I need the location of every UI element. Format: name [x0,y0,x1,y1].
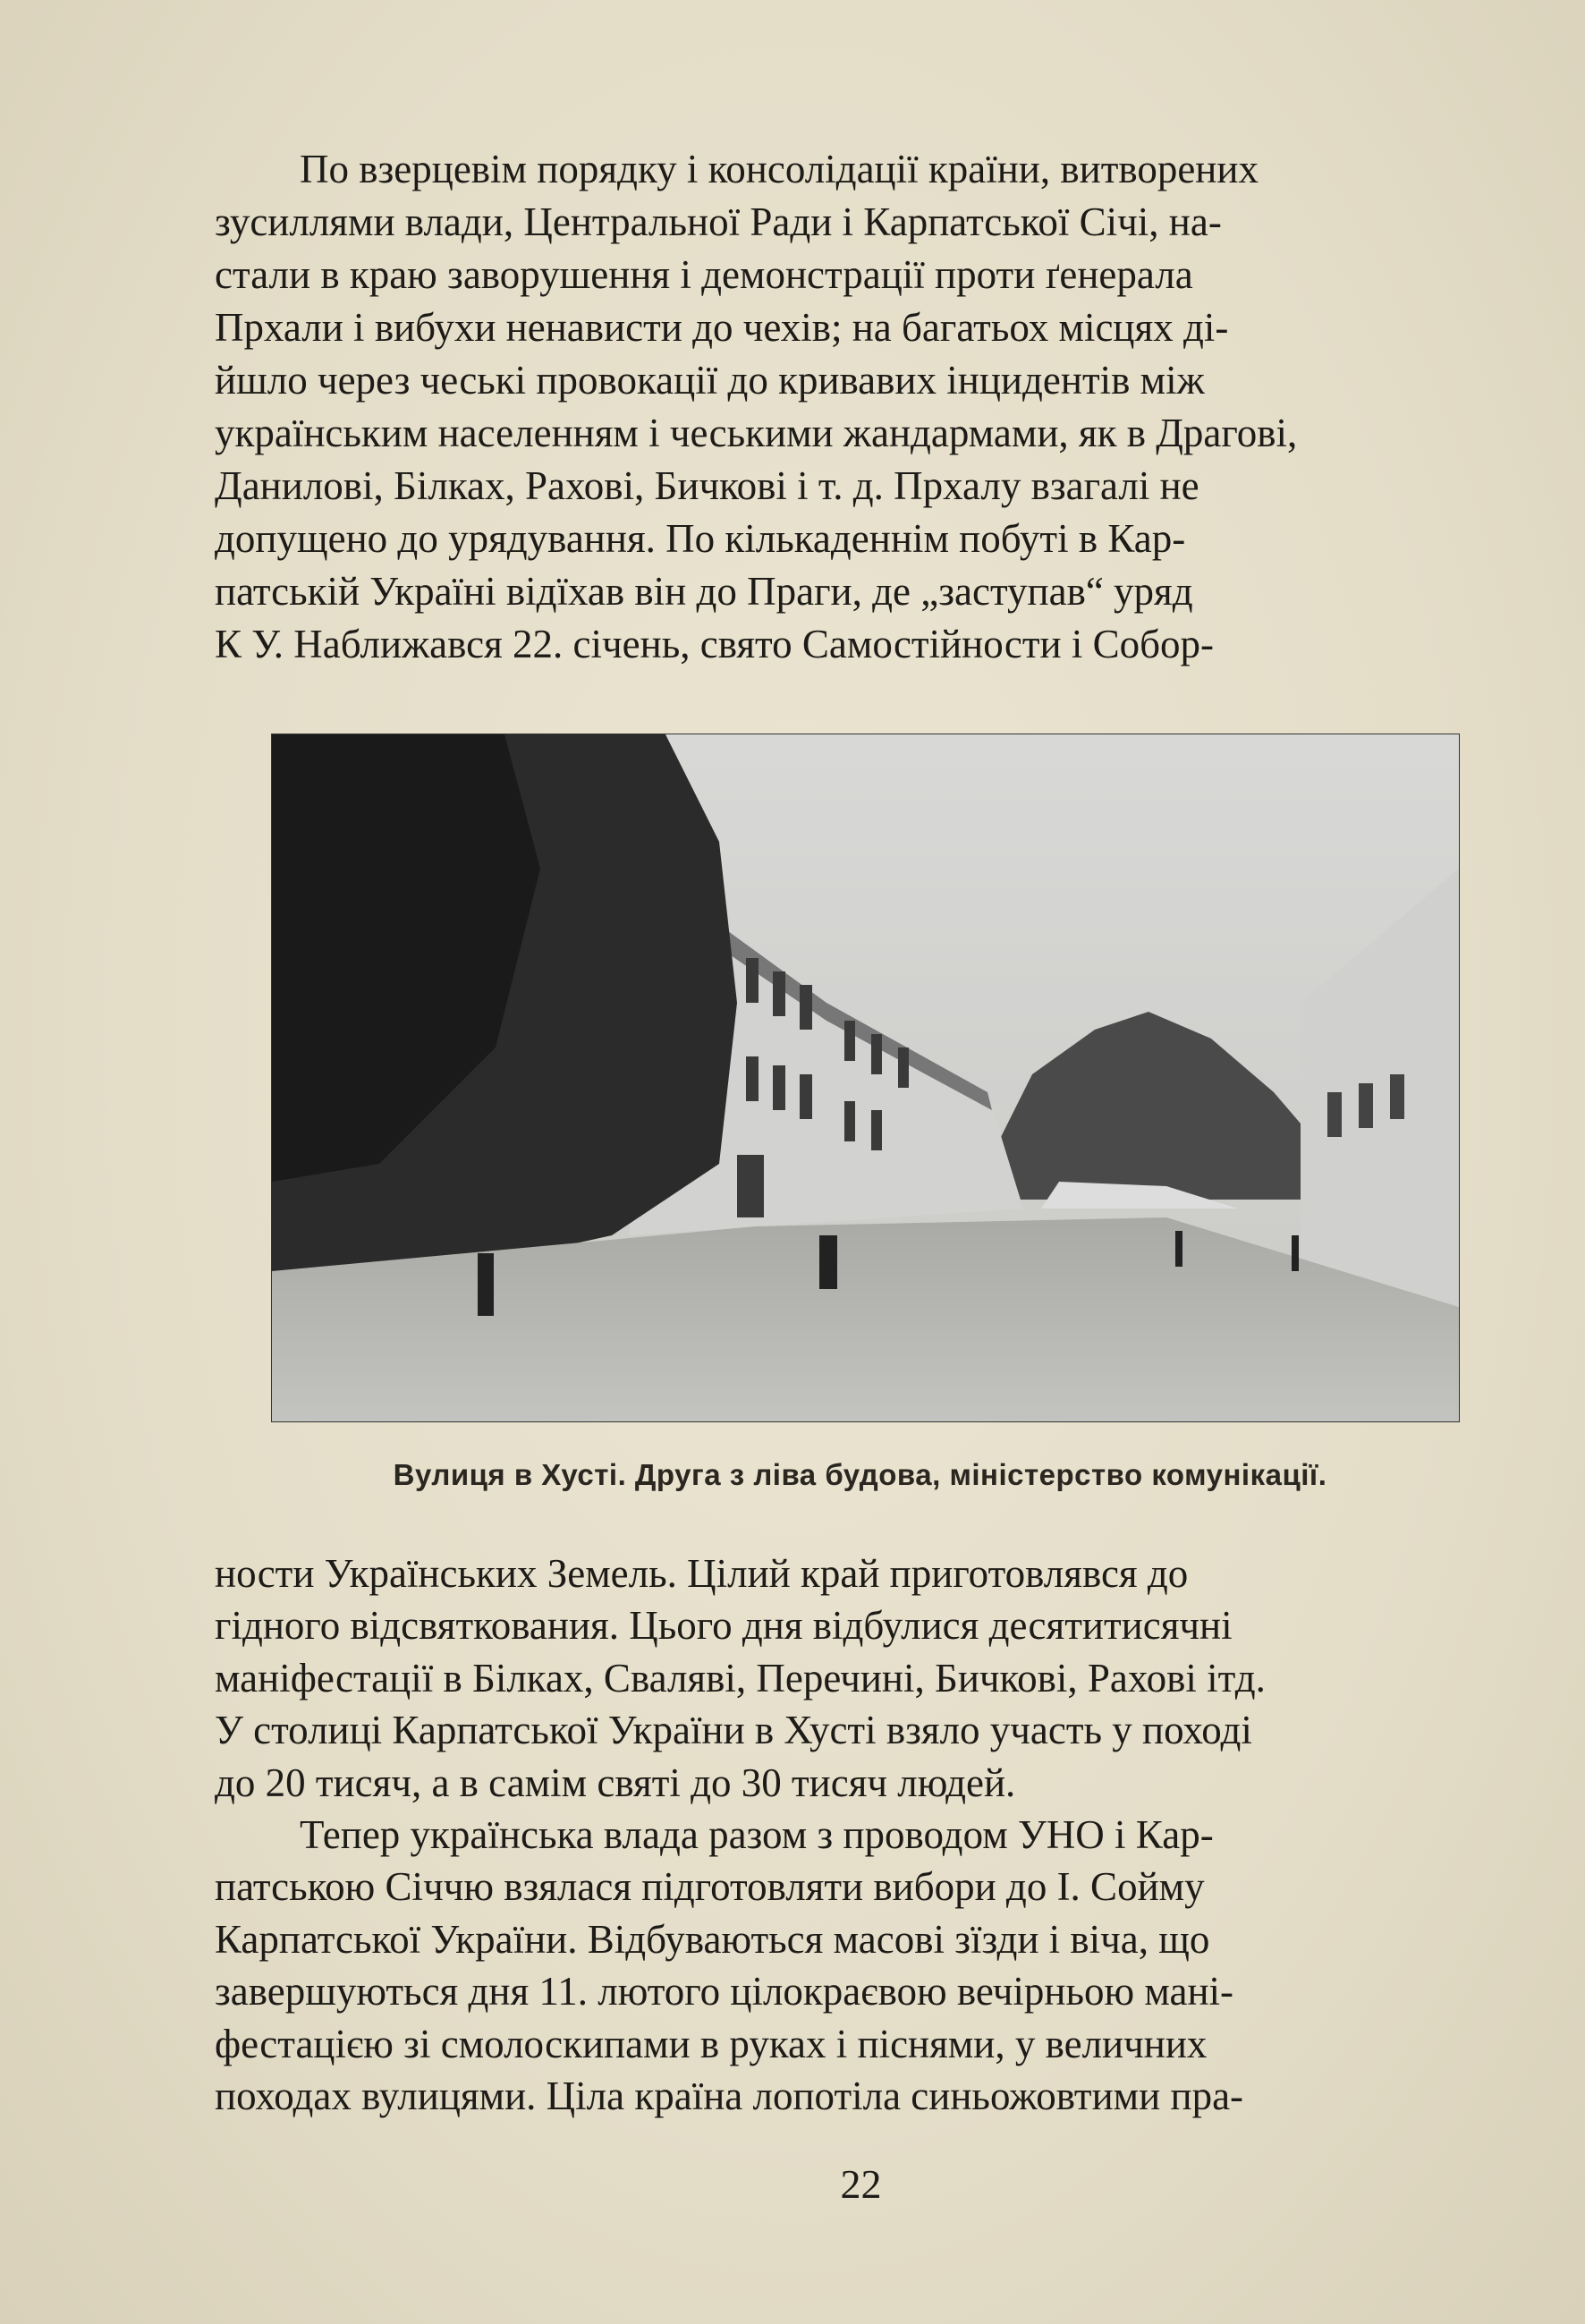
text-line: Карпатської України. Відбуваються масові зїзди і віча, що [215,1916,1210,1962]
text-line: ности Українських Земель. Цілий край приготовлявся до [215,1551,1189,1596]
text-line: По взерцевім порядку і консолідації країни, витворених [300,147,1259,191]
text-line: Прхали і вибухи ненависти до чехів; на багатьох місцях ді- [215,305,1229,350]
text-line: стали в краю заворушення і демонстрації проти ґенерала [215,252,1193,297]
text-line: патською Січчю взялася підготовляти вибори до І. Сойму [215,1864,1205,1910]
page-number: 22 [840,2161,882,2207]
paragraph-1 [215,143,1505,671]
text-line: до 20 тисяч, а в самім святі до 30 тисяч людей. [215,1760,1016,1805]
text-line: українським населенням і чеськими жандармами, як в Драгові, [215,411,1298,455]
text-line: гідного відсвяткования. Цього дня відбулися десятитисячні [215,1603,1233,1649]
text-line: фестацією зі смолоскипами в руках і піснями, у величних [215,2021,1208,2066]
text-line: Данилові, Білках, Рахові, Бичкові і т. д. Прхалу взагалі не [215,463,1199,508]
text-line: К У. Наближався 22. січень, свято Самостійности і Собор- [215,622,1215,666]
text-line: Тепер українська влада разом з проводом УНО і Кар- [300,1811,1214,1857]
text-line: маніфестації в Білках, Сваляві, Перечині, Бичкові, Рахові ітд. [215,1655,1266,1701]
street-photo-khust [271,734,1460,1422]
text-line: походах вулицями. Ціла країна лопотіла синьожовтими пра- [215,2073,1244,2118]
text-line: йшло через чеські провокації до кривавих інцидентів між [215,358,1205,403]
text-line: допущено до урядування. По кількаденнім побуті в Кар- [215,516,1186,561]
text-line: патській Україні відїхав він до Праги, де „заступав“ уряд [215,569,1193,614]
photo-caption: Вулиця в Хусті. Друга з ліва будова, міністерство комунікації. [393,1458,1327,1491]
text-line: завершуються дня 11. лютого цілокраєвою вечірньою мані- [215,1969,1234,2014]
text-line: зусиллями влади, Центральної Ради і Карпатської Січі, на- [215,199,1222,244]
paragraph-2 [215,1548,1505,2122]
text-line: У столиці Карпатської України в Хусті взяло участь у поході [215,1708,1252,1753]
